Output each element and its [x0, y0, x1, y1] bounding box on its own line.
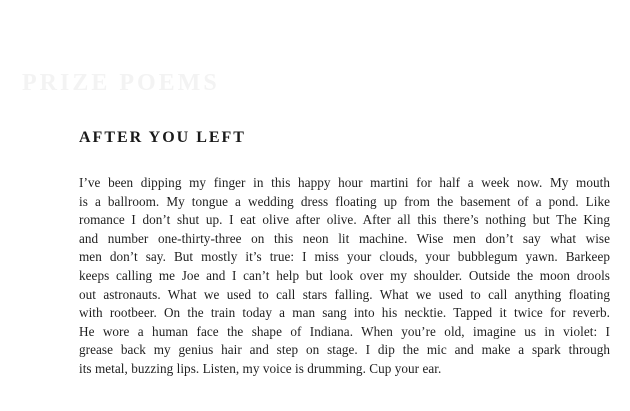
- faded-section-heading: PRIZE POEMS: [22, 70, 220, 96]
- poem-title: AFTER YOU LEFT: [79, 129, 246, 146]
- poem-line: romance I don’t shut up. I eat olive after olive. After all this there’s nothing but The King: [79, 212, 610, 228]
- poem-body: [79, 174, 610, 379]
- poem-line: keeps calling me Joe and I can’t help but look over my shoulder. Outside the moon drools: [79, 267, 610, 283]
- poem-line: with rootbeer. On the train today a man sang into his necktie. Tapped it twice for reverb.: [79, 305, 610, 321]
- poem-line: men don’t say. But mostly it’s true: I miss your clouds, your bubblegum yawn. Barkeep: [79, 249, 610, 265]
- poem-line: out astronauts. What we used to call stars falling. What we used to call anything floating: [79, 286, 610, 302]
- poem-line: He wore a human face the shape of Indiana. When you’re old, imagine us in violet: I: [79, 323, 610, 339]
- poem-line: its metal, buzzing lips. Listen, my voice is drumming. Cup your ear.: [79, 360, 442, 376]
- poem-line: grease back my genius hair and step on stage. I dip the mic and make a spark through: [79, 342, 610, 358]
- poem-line: is a ballroom. My tongue a wedding dress floating up from the basement of a pond. Like: [79, 193, 610, 209]
- poem-line: and number one-thirty-three on this neon lit machine. Wise men don’t say what wise: [79, 230, 610, 246]
- poem-line: I’ve been dipping my finger in this happy hour martini for half a week now. My mouth: [79, 175, 610, 190]
